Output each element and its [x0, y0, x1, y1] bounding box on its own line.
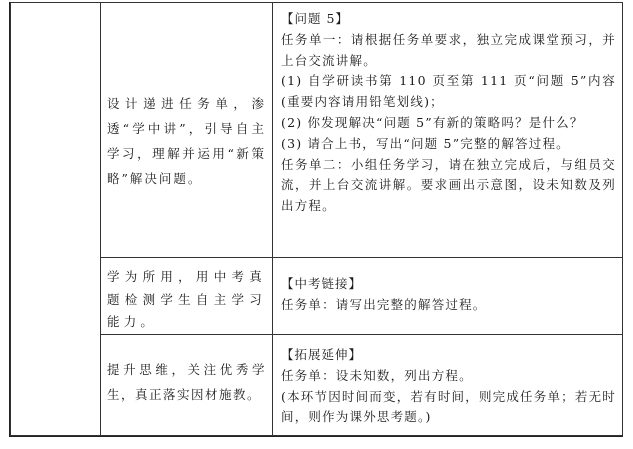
- section-heading: 【中考链接】: [281, 276, 363, 291]
- design-intent-cell: [101, 258, 273, 335]
- task-line: 任务单：请写出完整的解答过程。: [281, 296, 487, 312]
- design-intent-text: 学为所用，用中考真题检测学生自主学习能力。: [107, 269, 266, 329]
- table-row: [11, 3, 623, 258]
- task-line: (2) 你发现解决“问题 5”有新的策略吗？是什么？: [281, 114, 584, 130]
- lesson-plan-table-frame: [9, 2, 623, 437]
- task-line: 任务单：设未知数，列出方程。: [281, 367, 473, 383]
- design-intent-cell: [101, 335, 273, 436]
- task-line: (本环节因时间而变，若有时间，则完成任务单；若无时间，则作为课外思考题。): [281, 388, 616, 425]
- stage-cell: [11, 3, 101, 436]
- section-heading: 【拓展延伸】: [281, 347, 363, 362]
- design-intent-text: 提升思维，关注优秀学生，真正落实因材施教。: [107, 362, 266, 402]
- task-cell: [273, 3, 623, 258]
- task-cell: [273, 258, 623, 335]
- table-row: [11, 335, 623, 436]
- task-content: [273, 335, 622, 428]
- design-intent-text: 设计递进任务单，渗透“学中讲”，引导自主学习，理解并运用“新策略”解决问题。: [107, 96, 266, 186]
- design-intent-cell: [101, 3, 273, 258]
- task-content: [273, 258, 622, 316]
- task-content: [273, 3, 622, 217]
- task-cell: [273, 335, 623, 436]
- task-line: 任务单一：请根据任务单要求，独立完成课堂预习，并上台交流讲解。: [281, 31, 616, 68]
- section-heading: 【问题 5】: [281, 11, 349, 26]
- task-line: (1) 自学研读书第 110 页至第 111 页“问题 5”内容(重要内容请用铅笔划线)；: [281, 73, 616, 110]
- lesson-plan-table: [10, 2, 623, 436]
- task-line: 任务单二：小组任务学习，请在独立完成后，与组员交流，并上台交流讲解。要求画出示意图，设未知数及列出方程。: [281, 156, 616, 214]
- table-row: [11, 258, 623, 335]
- task-line: (3) 请合上书，写出“问题 5”完整的解答过程。: [281, 135, 570, 151]
